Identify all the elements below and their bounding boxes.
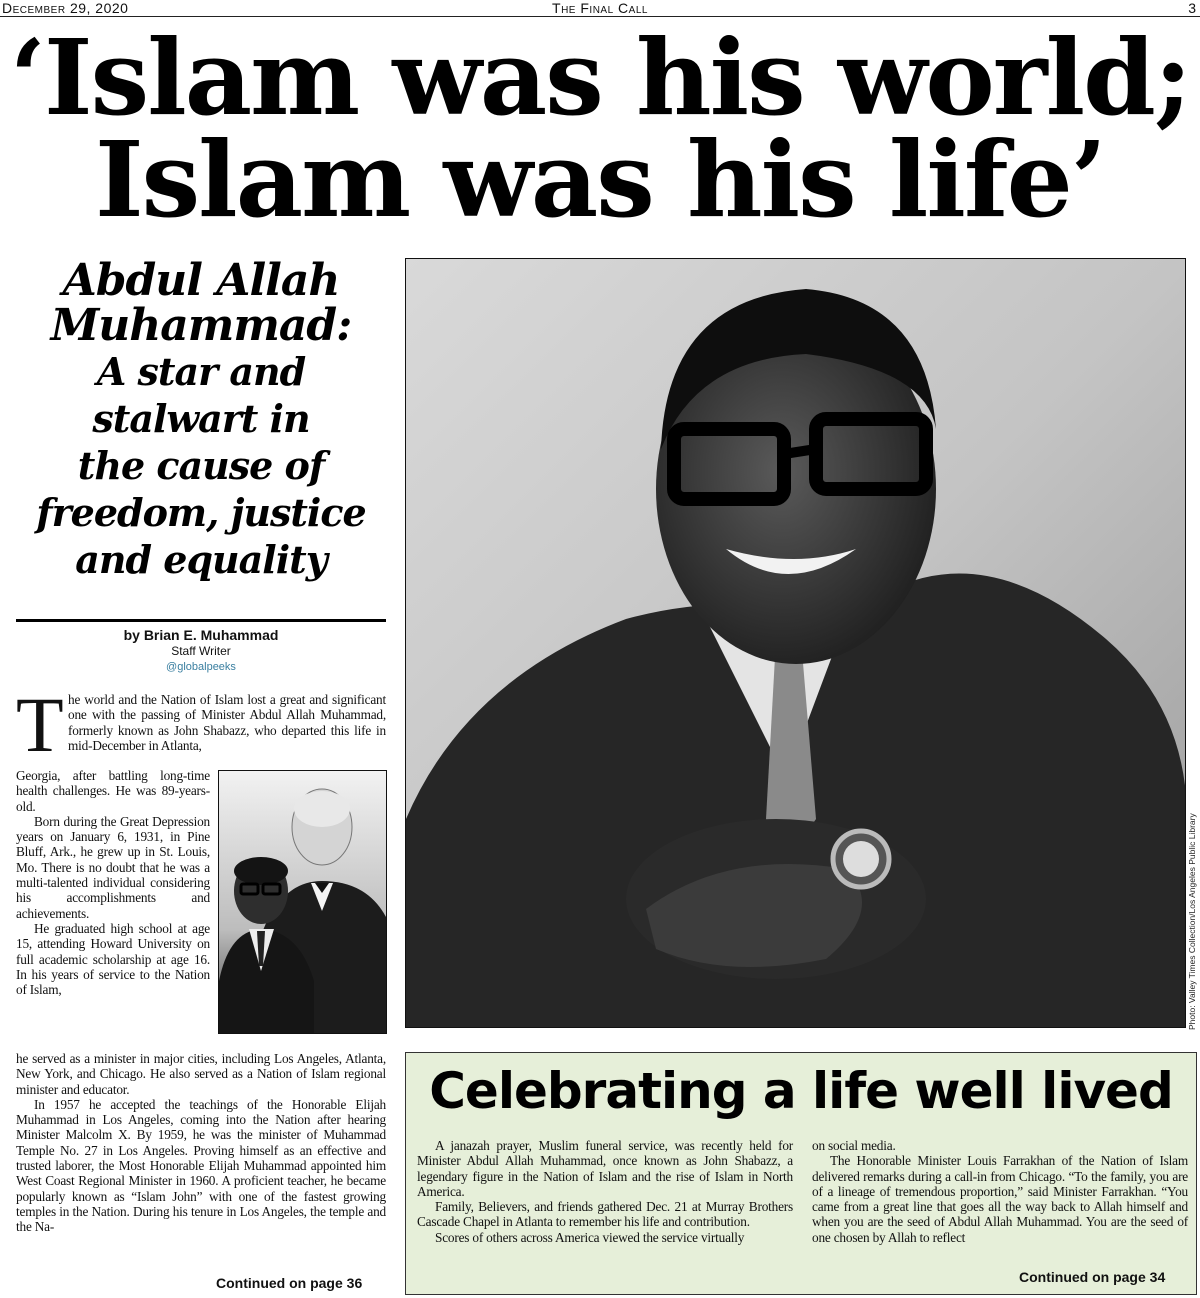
- continued-link[interactable]: Continued on page 36: [216, 1275, 363, 1291]
- article-narrow-column: [16, 768, 210, 997]
- issue-date: December 29, 2020: [2, 0, 129, 16]
- subhead-tag-line-1: A star and: [96, 349, 306, 394]
- article-paragraph: He graduated high school at age 15, attending Howard University on full academic scholarship at age 16. In his years of service to the Nation of Islam,: [16, 920, 210, 998]
- photo-credit: [1186, 813, 1200, 1030]
- sidebar-continued-link[interactable]: Continued on page 34: [1019, 1269, 1166, 1285]
- sidebar-paragraph: Family, Believers, and friends gathered Dec. 21 at Murray Brothers Cascade Chapel in Atlanta to remember his life and contribution.: [417, 1199, 793, 1230]
- sidebar-column-right: [812, 1138, 1188, 1245]
- subhead-name-line-2: Muhammad:: [50, 300, 352, 351]
- byline-author: by Brian E. Muhammad: [123, 627, 279, 643]
- article-wide-column: [16, 1051, 386, 1235]
- main-photo-image: [406, 259, 1186, 1028]
- article-paragraph: Georgia, after battling long-time health challenges. He was 89-years-old.: [16, 768, 210, 814]
- article-paragraph: Born during the Great Depression years on January 6, 1931, in Pine Bluff, Ark., he grew up in St. Louis, Mo. There is no doubt that he was a multi-talented individual considering his accomplishments and achievements.: [16, 813, 210, 921]
- article-paragraph: In 1957 he accepted the teachings of the Honorable Elijah Muhammad in Los Angeles, coming into the Nation after hearing Minister Malcolm X. By 1959, he was the minister of Muhammad Temple No. 27 in Los Angeles. Proving himself as an effective and trusted laborer, the Most Honorable Elijah Muhammad appointed him West Coast Regional Minister in 1960. A proficient teacher, he became popularly known as “Islam John” with one of the fastest growing temples in the Nation. During his tenure in Los Angeles, the temple and the Na-: [16, 1096, 386, 1235]
- drop-cap: T: [16, 681, 64, 768]
- byline-role: Staff Writer: [171, 644, 231, 658]
- headline-line-2: Islam was his life’: [94, 118, 1106, 241]
- sidebar-paragraph: The Honorable Minister Louis Farrakhan of the Nation of Islam delivered remarks during a call-in from Chicago. “To the family, you are of a lineage of tremendous proportion,” said Minister Farrakhan. “You came from a great line that goes all the way back to Allah himself and when you are the seed of Abdul Allah Muhammad. You are the seed of one chosen by Allah to reflect: [812, 1153, 1188, 1245]
- byline: [16, 627, 386, 675]
- subhead-tag-line-4: freedom, justice: [36, 490, 366, 535]
- subheadline: [14, 255, 388, 583]
- page-header: [0, 0, 1200, 17]
- photo-credit-text: Photo: Valley Times Collection/Los Angeles Public Library: [1187, 813, 1197, 1030]
- sidebar-paragraph: on social media.: [812, 1138, 896, 1153]
- article-paragraph: he served as a minister in major cities, including Los Angeles, Atlanta, New York, and Chicago. He also served as a Nation of Islam regional minister and educator.: [16, 1051, 386, 1097]
- sidebar-paragraph: A janazah prayer, Muslim funeral service, was recently held for Minister Abdul Allah Muhammad, once known as John Shabazz, a legendary figure in the Nation of Islam and the rise of Islam in North America.: [417, 1138, 793, 1199]
- sidebar-title: Celebrating a life well lived: [429, 1062, 1173, 1120]
- sidebar-paragraph: Scores of others across America viewed the service virtually: [435, 1229, 745, 1245]
- inset-photo-image: [219, 771, 387, 1034]
- subhead-tag-line-3: the cause of: [77, 443, 325, 488]
- subhead-tag-line-2: stalwart in: [92, 396, 310, 441]
- inset-photo: [218, 770, 387, 1034]
- byline-social-handle[interactable]: @globalpeeks: [166, 661, 236, 673]
- sidebar-column-left: [417, 1138, 793, 1245]
- headline-line-1: ‘Islam was his world;: [9, 16, 1191, 139]
- byline-divider: [16, 619, 386, 622]
- subhead-name-line-1: Abdul Allah: [62, 255, 340, 306]
- page-number: 3: [1188, 0, 1196, 16]
- main-photo: [405, 258, 1186, 1028]
- article-lead-paragraph: he world and the Nation of Islam lost a great and significant one with the passing of Minister Abdul Allah Muhammad, formerly known as John Shabazz, who departed this life in mid-December in Atlanta,: [68, 692, 386, 753]
- subhead-tag-line-5: and equality: [75, 537, 327, 582]
- newspaper-name: The Final Call: [552, 0, 648, 16]
